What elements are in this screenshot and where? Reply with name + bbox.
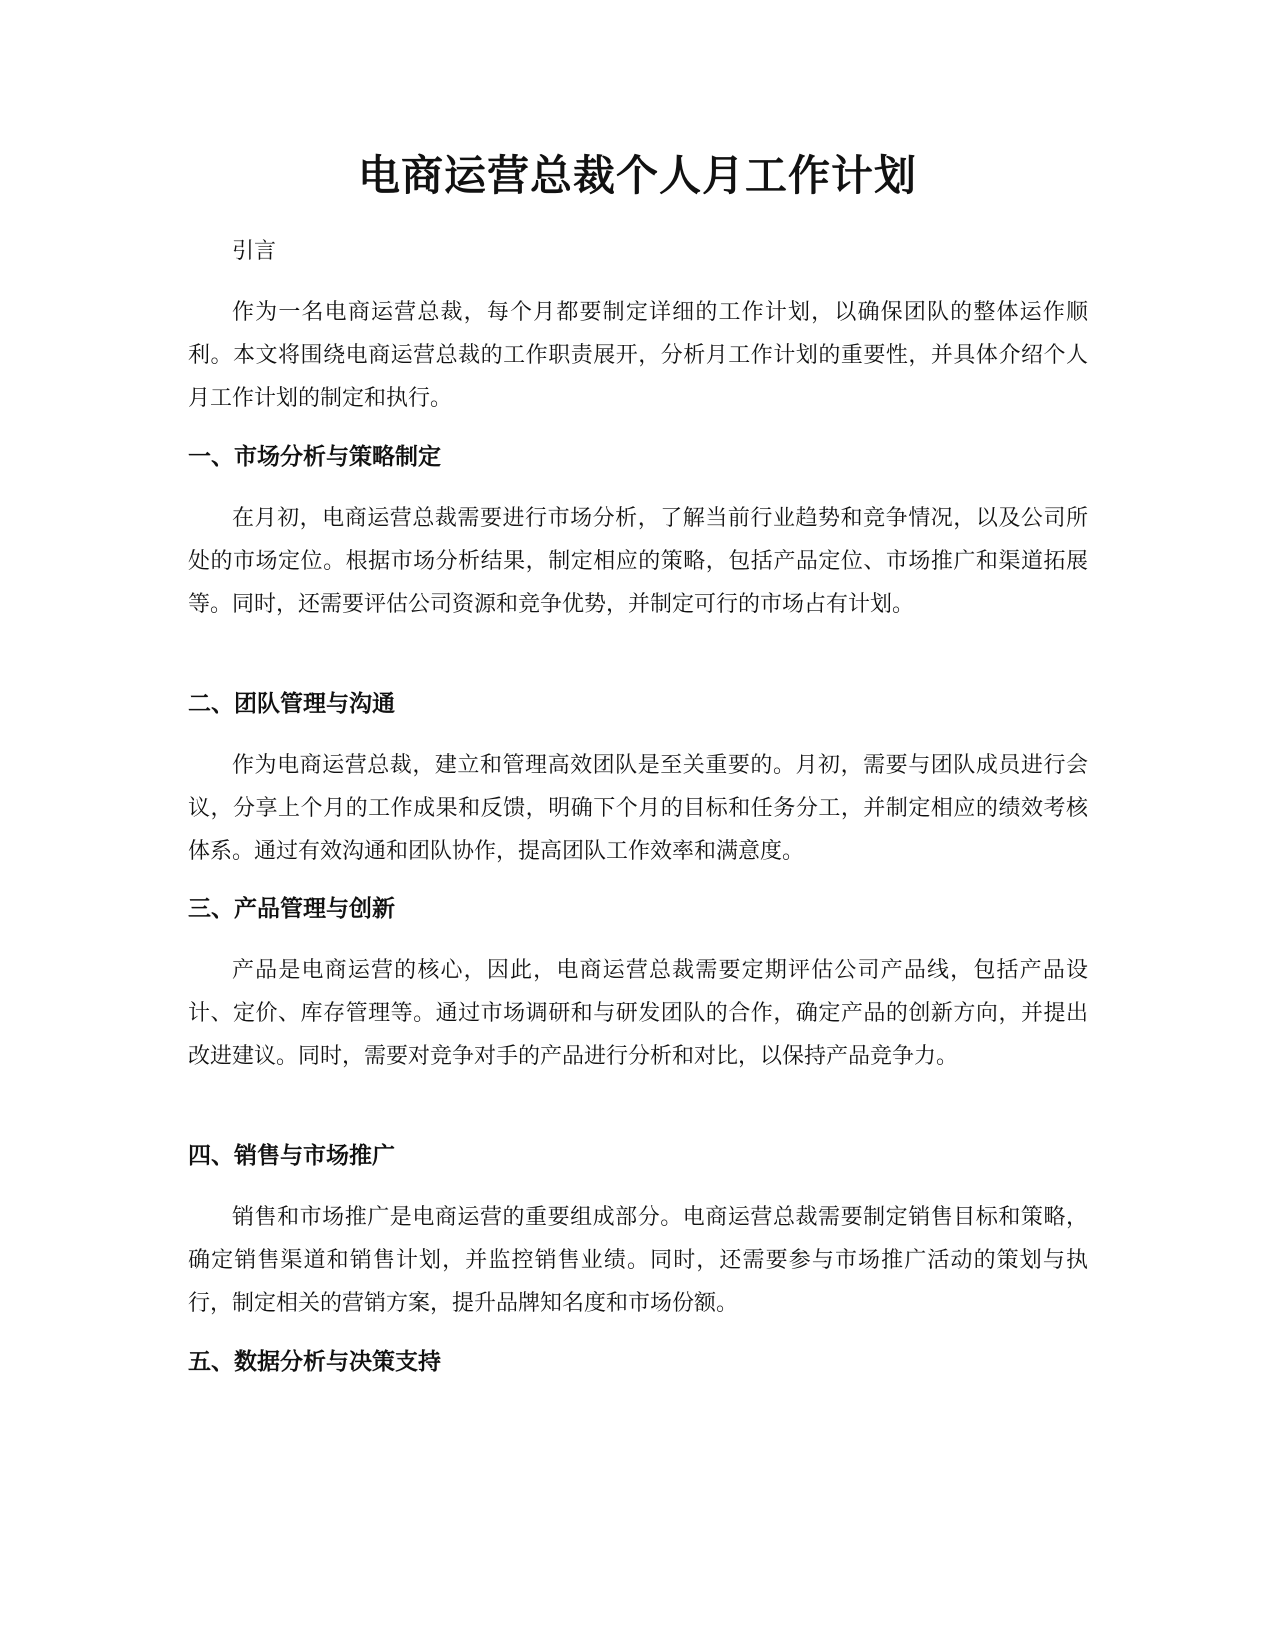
intro-paragraph: 作为一名电商运营总裁，每个月都要制定详细的工作计划，以确保团队的整体运作顺利。本文将围绕电商运营总裁的工作职责展开，分析月工作计划的重要性，并具体介绍个人月工作计划的制定和执行。 [188,300,1088,411]
section-paragraph-1: 在月初，电商运营总裁需要进行市场分析，了解当前行业趋势和竞争情况，以及公司所处的市场定位。根据市场分析结果，制定相应的策略，包括产品定位、市场推广和渠道拓展等。同时，还需要评估公司资源和竞争优势，并制定可行的市场占有计划。 [188,506,1088,617]
document-title: 电商运营总裁个人月工作计划 [357,151,917,200]
section-heading-3: 三、产品管理与创新 [188,896,395,922]
section-paragraph-2: 作为电商运营总裁，建立和管理高效团队是至关重要的。月初，需要与团队成员进行会议，分享上个月的工作成果和反馈，明确下个月的目标和任务分工，并制定相应的绩效考核体系。通过有效沟通和团队协作，提高团队工作效率和满意度。 [188,753,1088,864]
section-paragraph-4: 销售和市场推广是电商运营的重要组成部分。电商运营总裁需要制定销售目标和策略，确定销售渠道和销售计划，并监控销售业绩。同时，还需要参与市场推广活动的策划与执行，制定相关的营销方案，提升品牌知名度和市场份额。 [188,1205,1088,1316]
intro-label: 引言 [232,239,277,264]
section-paragraph-3: 产品是电商运营的核心，因此，电商运营总裁需要定期评估公司产品线，包括产品设计、定价、库存管理等。通过市场调研和与研发团队的合作，确定产品的创新方向，并提出改进建议。同时，需要对竞争对手的产品进行分析和对比，以保持产品竞争力。 [188,958,1088,1069]
section-heading-1: 一、市场分析与策略制定 [188,444,441,470]
section-heading-4: 四、销售与市场推广 [188,1143,395,1169]
section-heading-5: 五、数据分析与决策支持 [188,1349,441,1375]
section-heading-2: 二、团队管理与沟通 [188,691,395,717]
